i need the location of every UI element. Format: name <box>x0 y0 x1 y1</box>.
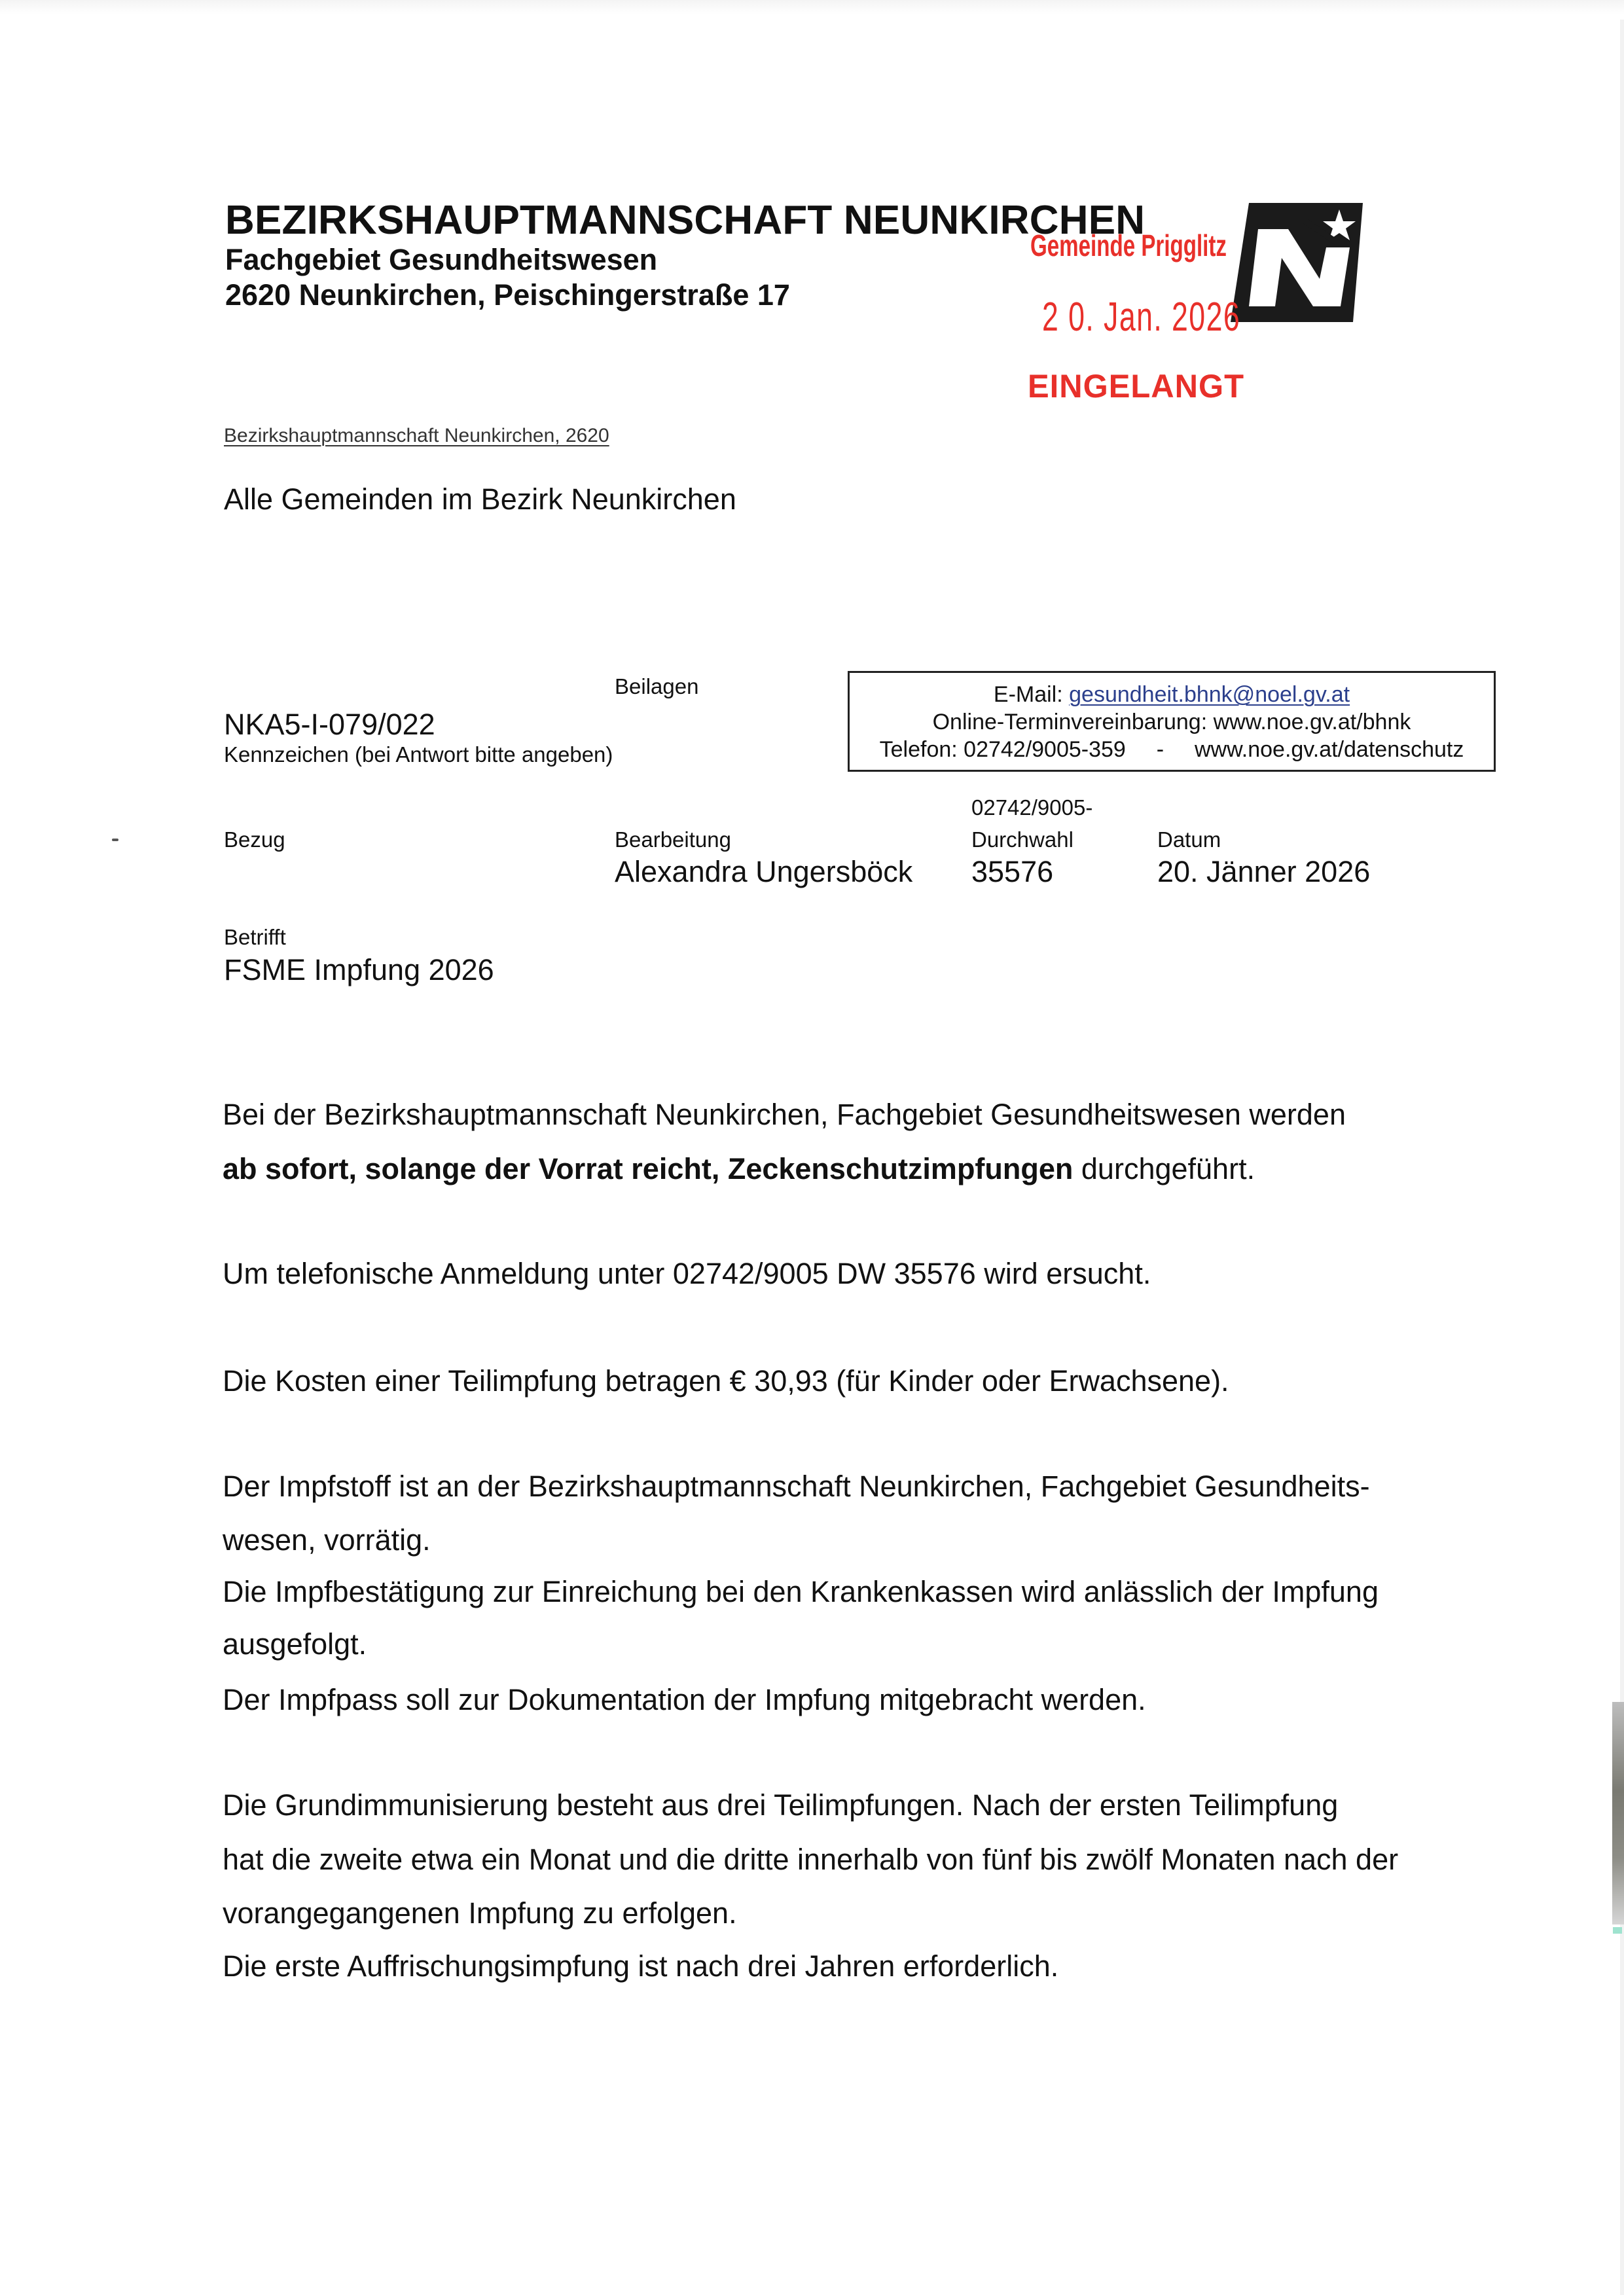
sender-return-line: Bezirkshauptmannschaft Neunkirchen, 2620 <box>224 425 609 446</box>
authority-address: 2620 Neunkirchen, Peischingerstraße 17 <box>225 278 790 312</box>
bearbeitung-label: Bearbeitung <box>615 827 731 852</box>
body-p4-line4: ausgefolgt. <box>223 1627 367 1661</box>
body-p4-line3: Die Impfbestätigung zur Einreichung bei den Krankenkassen wird anlässlich der Impfung <box>223 1575 1379 1608</box>
body-p5-line1: Die Grundimmunisierung besteht aus drei Teilimpfungen. Nach der ersten Teilimpfung <box>223 1788 1339 1822</box>
body-p1-line2-rest: durchgeführt. <box>1073 1152 1255 1185</box>
email-label: E-Mail: <box>993 682 1063 707</box>
body-p1-emphasis: ab sofort, solange der Vorrat reicht, Zeckenschutzimpfungen <box>223 1152 1074 1185</box>
scan-top-edge <box>0 0 1624 14</box>
scan-edge-shadow <box>1612 1702 1624 1925</box>
department-name: Fachgebiet Gesundheitswesen <box>225 243 658 276</box>
subject-label: Betrifft <box>224 925 286 949</box>
body-p5-line2: hat die zweite etwa ein Monat und die dritte innerhalb von fünf bis zwölf Monaten nach der <box>223 1843 1399 1876</box>
privacy-link[interactable]: www.noe.gv.at/datenschutz <box>1194 737 1464 762</box>
body-p4-line1: Der Impfstoff ist an der Bezirkshauptmannschaft Neunkirchen, Fachgebiet Gesundheits- <box>223 1470 1370 1503</box>
body-p2: Um telefonische Anmeldung unter 02742/9005 DW 35576 wird ersucht. <box>223 1257 1151 1290</box>
contact-phone-line <box>850 738 1494 761</box>
stamp-date: 2 0. Jan. 2026 <box>1042 295 1241 340</box>
stamp-received: EINGELANGT <box>1028 368 1245 405</box>
recipient: Alle Gemeinden im Bezirk Neunkirchen <box>224 482 736 516</box>
durchwahl-label: Durchwahl <box>971 827 1074 852</box>
authority-name: BEZIRKSHAUPTMANNSCHAFT NEUNKIRCHEN <box>225 198 1146 243</box>
noe-logo-icon <box>1229 202 1364 323</box>
body-p5-line4: Die erste Auffrischungsimpfung ist nach drei Jahren erforderlich. <box>223 1949 1059 1983</box>
body-p4-line5: Der Impfpass soll zur Dokumentation der Impfung mitgebracht werden. <box>223 1683 1146 1716</box>
body-p1-line1: Bei der Bezirkshauptmannschaft Neunkirchen, Fachgebiet Gesundheitswesen werden <box>223 1098 1346 1131</box>
datum-value: 20. Jänner 2026 <box>1157 855 1371 888</box>
stamp-municipality: Gemeinde Prigglitz <box>1030 228 1227 262</box>
body-p1-line2 <box>223 1154 1255 1184</box>
durchwahl-value: 35576 <box>971 855 1054 888</box>
subject-value: FSME Impfung 2026 <box>224 953 494 986</box>
contact-online-booking: Online-Terminvereinbarung: www.noe.gv.at/bhnk <box>932 710 1411 734</box>
body-p5-line3: vorangegangenen Impfung zu erfolgen. <box>223 1896 737 1930</box>
bezug-label: Bezug <box>224 827 285 852</box>
scan-edge-artifact <box>1613 1927 1622 1934</box>
fold-mark <box>112 839 118 841</box>
durchwahl-prefix: 02742/9005- <box>971 795 1093 820</box>
body-p3: Die Kosten einer Teilimpfung betragen € 30,93 (für Kinder oder Erwachsene). <box>223 1364 1229 1398</box>
contact-email-line <box>850 683 1494 706</box>
attachments-label: Beilagen <box>615 674 699 698</box>
bearbeitung-value: Alexandra Ungersböck <box>615 855 913 888</box>
contact-separator: - <box>1156 737 1164 762</box>
scan-right-margin <box>1620 20 1624 2295</box>
contact-phone: Telefon: 02742/9005-359 <box>879 737 1126 762</box>
datum-label: Datum <box>1157 827 1221 852</box>
email-link[interactable]: gesundheit.bhnk@noel.gv.at <box>1069 682 1350 707</box>
reference-code: NKA5-I-079/022 <box>224 708 435 741</box>
contact-box <box>848 671 1496 772</box>
body-p4-line2: wesen, vorrätig. <box>223 1523 431 1557</box>
reference-hint: Kennzeichen (bei Antwort bitte angeben) <box>224 742 613 767</box>
